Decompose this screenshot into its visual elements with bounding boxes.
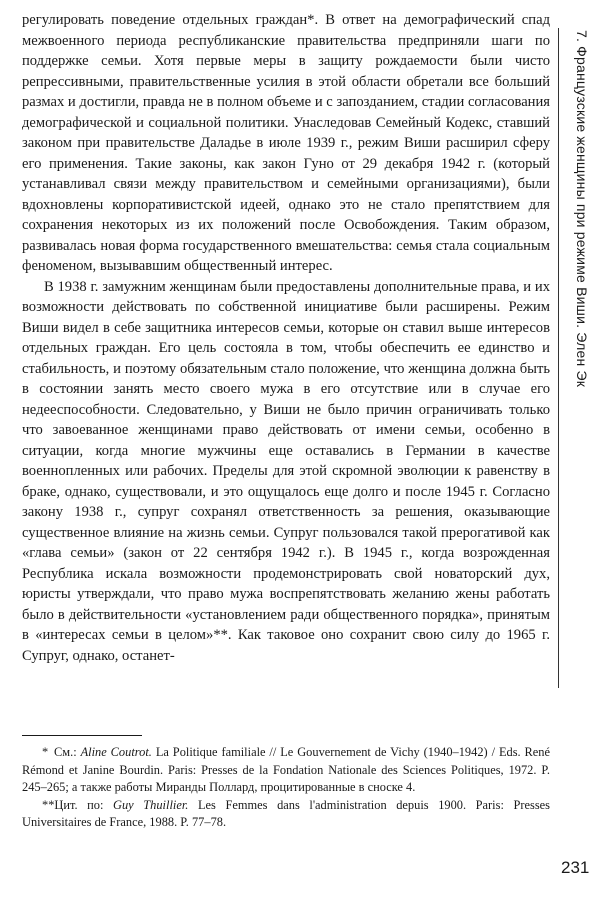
body-text bbox=[22, 10, 550, 666]
footnote-1 bbox=[22, 744, 550, 797]
footnote-2-text: Les Femmes dans l'administration depuis 1900. Paris: Presses Universitaires de France, 1988. P. 77–78. bbox=[22, 797, 550, 829]
footnote-1-text: La Politique familiale // Le Gouvernement de Vichy (1940–1942) / Eds. René Rémond et Janine Bourdin. Paris: Presses de la Fondation Nationale des Sciences Politiques, 1972. P. 245–265; а также работы Миранды Поллард, процитированные в сноске 4. bbox=[22, 745, 551, 794]
page-number: 231 bbox=[561, 858, 590, 877]
footnote-2-author: Guy Thuillier. bbox=[113, 797, 189, 812]
footnote-2-prefix: Цит. по: bbox=[54, 797, 104, 812]
footnote-1-author: Aline Coutrot. bbox=[80, 745, 152, 759]
paragraph-1: регулировать поведение отдельных граждан*. В ответ на демографический спад межвоенного периода республиканские правительства предприняли шаги по поддержке семьи. Хотя первые меры в защиту рождаемости были чисто репрессивными, правительственные усилия в этой области обретали все больший размах и достигли, правда не в полном объеме и с запозданием, стадии согласования демографической и социальной политики. Унаследовав Семейный Кодекс, ставший законом при правительстве Даладье в июле 1939 г., режим Виши расширил сферу его применения. Такие законы, как закон Гуно от 29 декабря 1942 г. (который устанавливал связи между правительством и семейными организациями), были вдохновлены корпоративистской идеей, однако это не стало препятствием для сохранения некоторых из их положений после Освобождения. Таким образом, развивалась новая форма государственного вмешательства: семья стала социальным феноменом, вызывавшим общественный интерес. bbox=[22, 12, 550, 274]
paragraph-2: В 1938 г. замужним женщинам были предоставлены дополнительные права, и их возможности действовать по собственной инициативе были расширены. Режим Виши видел в себе защитника интересов семьи, которые он ставил выше интересов отдельных граждан. Его цель состояла в том, чтобы обеспечить ее единство и стабильность, и поэтому обязательным стало положение, что женщина должна быть в состоянии занять место своего мужа в его отсутствие или в случае его недееспособности. Следовательно, у Виши не было причин ограничивать только что завоеванное женщинами право действовать от имени семьи, особенно в ситуации, когда многие мужчины еще оставались в Германии в качестве военнопленных или рабочих. Пределы для этой скромной эволюции к равенству в браке, однако, существовали, и это ощущалось еще долго и после 1945 г. Согласно закону 1938 г., супруг сохранял ответственность за решения, оказывающие существенное влияние на жизнь семьи. Супруг пользовался такой прерогативой как «глава семьи» (закон от 22 сентября 1942 г.). В 1945 г., когда возрожденная Республика искала возможности продемонстрировать свой новаторский дух, юристы утверждали, что право мужа воспрепятствовать желанию жены работать было в действительности «установлением ради общественного порядка», принятым в «интересах семьи в целом»**. Как таковое оно сохранит свою силу до 1965 г. Супруг, однако, останет- bbox=[22, 278, 550, 664]
running-head-rule bbox=[558, 28, 559, 688]
running-head: 7. Французские женщины при режиме Виши. Элен Эк bbox=[574, 30, 590, 388]
footnote-divider bbox=[22, 735, 142, 736]
footnote-1-prefix: См.: bbox=[54, 745, 77, 759]
footnote-1-mark: * bbox=[42, 745, 49, 759]
footnote-2-mark: ** bbox=[42, 797, 55, 812]
footnote-2 bbox=[22, 797, 550, 832]
footnotes bbox=[22, 744, 550, 832]
